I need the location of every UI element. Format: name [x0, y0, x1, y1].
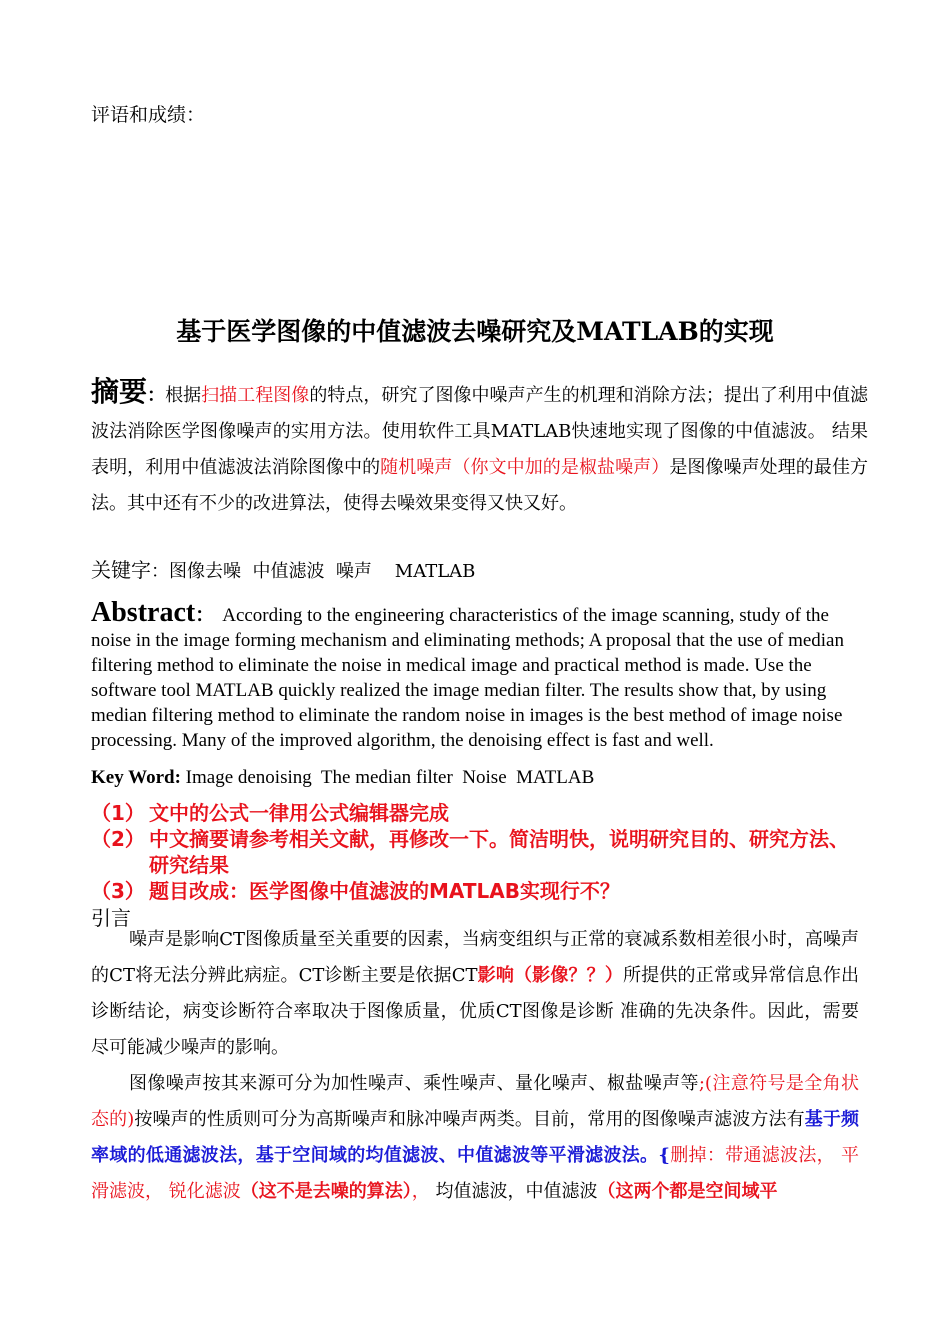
keywords-en-label: Key Word: — [91, 767, 181, 788]
intro-p2-text-2: 按噪声的性质则可分为高斯噪声和脉冲噪声两类。目前，常用的图像噪声滤波方法有 — [134, 1109, 805, 1130]
review-note-text: 题目改成：医学图像中值滤波的MATLAB实现行不？ — [149, 879, 620, 903]
intro-p1-text-1: 噪声是影响CT图像质量至关重要的因素，当病变组织与正常的衰减系数相差很小时，高噪声的CT将无法分辨此病症。CT诊断主要是依据CT — [91, 929, 859, 986]
review-note — [91, 878, 868, 904]
keywords-cn — [91, 554, 859, 583]
abstract-en-text: According to the engineering characteristics of the image scanning, study of the noise in the image forming mechanism and eliminating methods; A proposal that the use of median filtering method to eliminate the noise in medical image and practical method is made. Use the software tool MATLAB quickly realized the image median filter. The results show that, by using median filtering method to eliminate the random noise in images is the best method of image noise processing. Many of the improved algorithm, the denoising effect is fast and well. — [91, 605, 844, 751]
review-note-number: （1） — [91, 801, 145, 825]
intro-p2-annotation-3: （这不是去噪的算法） — [240, 1181, 412, 1202]
abstract-text-3: 是图像噪声处理的最佳方法。其中还有不少的改进算法，使得去噪效果变得又快又好。 — [91, 457, 869, 514]
review-note-number: （2） — [91, 827, 145, 851]
review-note-text: 文中的公式一律用公式编辑器完成 — [149, 801, 449, 825]
abstract-cn — [91, 374, 868, 522]
review-note-text: 中文摘要请参考相关文献，再修改一下。简洁明快，说明研究目的、研究方法、研究结果 — [149, 827, 849, 877]
intro-p2-highlight: 基于频率域的低通滤波法，基于空间域的均值滤波、中值滤波等平滑滤波法。{ — [91, 1109, 860, 1166]
intro-heading: 引言 — [91, 906, 131, 930]
abstract-text-2: 的特点，研究了图像中噪声产生的机理和消除方法；提出了利用中值滤波法消除医学图像噪声的实用方法。使用软件工具MATLAB快速地实现了图像的中值滤波。 结果表明，利用中值滤波法消除图像中的 — [91, 385, 869, 478]
keywords-en — [91, 765, 859, 790]
review-note-number: （3） — [91, 879, 145, 903]
intro-paragraph-1 — [91, 922, 859, 1066]
page-title: 基于医学图像的中值滤波去噪研究及MATLAB的实现 — [176, 317, 774, 346]
abstract-heading: 摘要 — [91, 375, 148, 408]
abstract-colon: ： — [147, 385, 166, 406]
intro-p2-annotation-1: ;(注意符号是全角状态的) — [91, 1073, 860, 1130]
review-note — [91, 800, 868, 826]
comment-label: 评语和成绩： — [91, 104, 206, 126]
abstract-text-1: 根据 — [165, 385, 202, 406]
abstract-annotation-2: 随机噪声（你文中加的是椒盐噪声） — [380, 457, 670, 478]
abstract-annotation-1: 扫描工程图像 — [201, 385, 310, 406]
intro-p1-annotation: 影响（影像？？） — [477, 965, 623, 986]
review-note — [91, 826, 868, 878]
intro-p2-text-1: 图像噪声按其来源可分为加性噪声、乘性噪声、量化噪声、椒盐噪声等 — [129, 1073, 699, 1094]
keywords-en-text: Image denoising The median filter Noise MATLAB — [185, 767, 595, 788]
keywords-cn-label: 关键字 — [91, 558, 151, 582]
keywords-cn-text: 图像去噪 中值滤波 噪声 MATLAB — [169, 561, 476, 582]
abstract-en-colon: ： — [195, 605, 215, 626]
review-notes — [91, 800, 868, 904]
intro-paragraph-2 — [91, 1066, 859, 1210]
keywords-cn-colon: ： — [151, 561, 169, 582]
abstract-en-heading: Abstract — [91, 597, 196, 628]
abstract-en — [91, 597, 859, 753]
intro-p2-annotation-4: ， — [411, 1181, 430, 1202]
intro-p2-text-3: 均值滤波，中值滤波 — [429, 1181, 598, 1202]
intro-p1-text-2: 所提供的正常或异常信息作出诊断结论，病变诊断符合率取决于图像质量，优质CT图像是诊断 准确的先决条件。因此，需要尽可能减少噪声的影响。 — [91, 965, 859, 1058]
intro-p2-annotation-5: （这两个都是空间域平 — [597, 1181, 778, 1202]
intro-p2-annotation-2: 删掉：带通滤波法， 平滑滤波， 锐化滤波 — [91, 1145, 859, 1202]
